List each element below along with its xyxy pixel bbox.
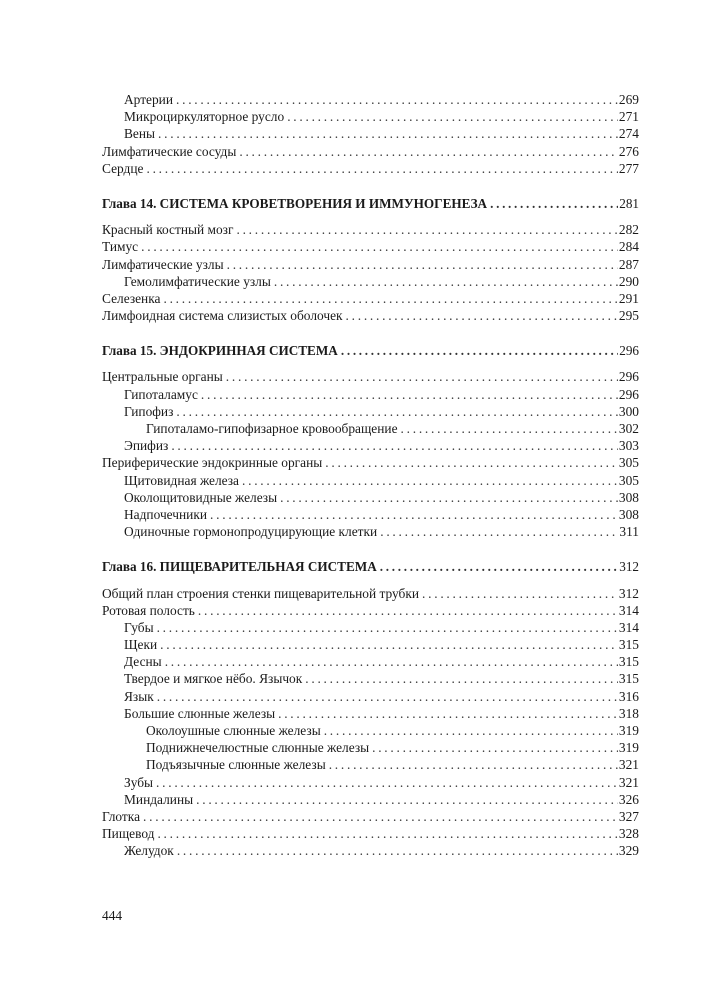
chapter-page: 296 <box>619 343 639 359</box>
dot-leader <box>278 705 618 722</box>
toc-entry <box>102 290 639 307</box>
dot-leader <box>177 842 618 859</box>
toc-entry <box>102 636 639 653</box>
toc-entry-page: 321 <box>618 774 639 790</box>
toc-entry-page: 282 <box>618 222 639 238</box>
toc-entry <box>102 808 639 825</box>
toc-entry-page: 291 <box>618 290 639 306</box>
chapter-title: Глава 15. ЭНДОКРИННАЯ СИСТЕМА <box>102 343 338 359</box>
toc-entry-title: Лимфатические узлы <box>102 256 224 272</box>
toc-entry <box>102 506 639 523</box>
toc-entry-page: 315 <box>618 654 639 670</box>
toc-entry <box>102 160 639 177</box>
dot-leader <box>239 143 618 160</box>
toc-entry-title: Губы <box>124 619 154 635</box>
dot-leader <box>143 808 618 825</box>
toc-entry <box>102 238 639 255</box>
toc-entry-title: Околоушные слюнные железы <box>146 723 321 738</box>
toc-entry-title: Эпифиз <box>124 438 169 454</box>
toc-entry <box>102 756 639 773</box>
toc-chapter-16 <box>102 558 639 575</box>
toc-entry <box>102 386 639 403</box>
toc-entry-title: Микроциркуляторное русло <box>124 109 285 125</box>
toc-entry-title: Надпочечники <box>124 506 208 522</box>
toc-block-hematopoiesis <box>102 221 639 324</box>
toc-entry-title: Лимфатические сосуды <box>102 143 237 159</box>
toc-entry-page: 314 <box>618 619 639 635</box>
toc-entry-page: 327 <box>618 808 639 824</box>
toc-entry-title: Гипоталамус <box>124 386 198 402</box>
toc-entry <box>102 125 639 142</box>
toc-entry-page: 302 <box>618 421 639 436</box>
toc-entry <box>102 774 639 791</box>
toc-entry-title: Тимус <box>102 239 139 255</box>
toc-entry-title: Миндалины <box>124 791 194 807</box>
dot-leader <box>236 221 617 238</box>
toc-entry-title: Подъязычные слюнные железы <box>146 757 326 773</box>
chapter-title: Глава 16. ПИЩЕВАРИТЕЛЬНАЯ СИСТЕМА <box>102 559 377 575</box>
toc-entry-page: 305 <box>618 455 639 471</box>
dot-leader <box>490 195 618 212</box>
toc-entry <box>102 489 639 506</box>
toc-entry-title: Гипофиз <box>124 403 174 419</box>
dot-leader <box>324 722 618 739</box>
toc-entry-title: Зубы <box>124 774 154 790</box>
toc-entry-page: 290 <box>618 273 639 289</box>
toc-entry-page: 295 <box>618 308 639 324</box>
dot-leader <box>242 472 618 489</box>
dot-leader <box>280 489 618 506</box>
toc-entry-page: 315 <box>618 671 639 687</box>
toc-entry-page: 321 <box>618 757 639 773</box>
toc-entry-page: 315 <box>618 637 639 653</box>
toc-entry-page: 328 <box>618 826 639 842</box>
chapter-title: Глава 14. СИСТЕМА КРОВЕТВОРЕНИЯ И ИММУНОГЕНЕЗА <box>102 195 488 211</box>
dot-leader <box>163 290 617 307</box>
toc-entry <box>102 585 639 602</box>
toc-entry-page: 318 <box>618 705 639 721</box>
dot-leader <box>141 238 618 255</box>
toc-entry-title: Большие слюнные железы <box>124 705 276 721</box>
toc-entry-page: 308 <box>618 489 639 505</box>
toc-entry <box>102 619 639 636</box>
toc-entry-title: Щитовидная железа <box>124 472 240 488</box>
toc-entry-page: 271 <box>618 109 639 125</box>
dot-leader <box>305 670 618 687</box>
toc-entry-title: Гипоталамо-гипофизарное кровообращение <box>146 421 398 436</box>
dot-leader <box>329 756 618 773</box>
toc-entry-page: 311 <box>619 524 639 540</box>
toc-entry-title: Селезенка <box>102 290 161 306</box>
toc-entry <box>102 454 639 471</box>
dot-leader <box>226 368 618 385</box>
toc-entry-title: Сердце <box>102 160 144 176</box>
dot-leader <box>176 403 618 420</box>
toc-entry-title: Желудок <box>124 843 174 859</box>
dot-leader <box>196 791 618 808</box>
dot-leader <box>325 454 618 471</box>
dot-leader <box>171 437 618 454</box>
toc-entry-page: 269 <box>618 92 639 107</box>
toc-entry <box>102 472 639 489</box>
toc-entry-page: 319 <box>618 740 639 756</box>
dot-leader <box>160 636 618 653</box>
toc-entry-title: Пищевод <box>102 826 155 842</box>
dot-leader <box>346 307 618 324</box>
toc-entry-page: 312 <box>618 585 639 601</box>
dot-leader <box>201 386 618 403</box>
toc-chapter-15 <box>102 342 639 359</box>
toc-entry-title: Одиночные гормонопродуцирующие клетки <box>124 524 378 540</box>
dot-leader <box>157 619 618 636</box>
toc-entry <box>102 739 639 756</box>
dot-leader <box>227 256 618 273</box>
toc-entry <box>102 842 639 859</box>
toc-entry <box>102 420 639 437</box>
toc-entry-title: Поднижнечелюстные слюнные железы <box>146 740 370 756</box>
toc-entry <box>102 602 639 619</box>
toc-entry-title: Вены <box>124 126 156 142</box>
toc-entry-title: Гемолимфатические узлы <box>124 273 271 289</box>
toc-entry-page: 303 <box>618 438 639 454</box>
toc-entry <box>102 307 639 324</box>
toc-entry-page: 284 <box>618 239 639 255</box>
toc-entry-page: 314 <box>618 602 639 618</box>
dot-leader <box>156 774 618 791</box>
page-number: 444 <box>102 908 123 923</box>
toc-entry <box>102 705 639 722</box>
toc-block-digestive <box>102 585 639 860</box>
dot-leader <box>380 558 619 575</box>
toc-entry <box>102 91 639 108</box>
toc-entry <box>102 221 639 238</box>
toc-entry-title: Общий план строения стенки пищеварительной трубки <box>102 585 420 601</box>
dot-leader <box>176 91 618 108</box>
toc-entry-title: Ротовая полость <box>102 602 195 618</box>
dot-leader <box>401 420 618 437</box>
toc-entry-page: 329 <box>618 843 639 859</box>
chapter-page: 281 <box>619 195 639 211</box>
dot-leader <box>157 688 618 705</box>
toc-entry-title: Артерии <box>124 92 174 107</box>
toc-entry-title: Периферические эндокринные органы <box>102 455 323 471</box>
toc-entry <box>102 688 639 705</box>
toc-entry-title: Лимфоидная система слизистых оболочек <box>102 308 343 324</box>
toc-entry-title: Центральные органы <box>102 369 223 385</box>
dot-leader <box>165 653 618 670</box>
toc-entry-title: Глотка <box>102 808 141 824</box>
toc-entry-page: 319 <box>618 723 639 738</box>
toc-block-circulatory <box>102 91 639 177</box>
toc-entry <box>102 670 639 687</box>
toc-entry-title: Щеки <box>124 637 158 653</box>
toc-entry-page: 277 <box>618 160 639 176</box>
toc-entry <box>102 791 639 808</box>
toc-entry <box>102 437 639 454</box>
dot-leader <box>157 825 617 842</box>
toc-entry-title: Твердое и мягкое нёбо. Язычок <box>124 671 303 687</box>
toc-entry <box>102 273 639 290</box>
toc-entry-page: 287 <box>618 256 639 272</box>
toc-block-endocrine <box>102 368 639 540</box>
toc-entry-title: Язык <box>124 688 154 704</box>
dot-leader <box>422 585 618 602</box>
toc-entry <box>102 256 639 273</box>
dot-leader <box>158 125 618 142</box>
toc-entry <box>102 108 639 125</box>
toc-entry-page: 276 <box>618 143 639 159</box>
dot-leader <box>380 523 618 540</box>
table-of-contents <box>102 91 639 860</box>
toc-entry <box>102 722 639 739</box>
dot-leader <box>287 108 618 125</box>
toc-entry <box>102 653 639 670</box>
toc-entry-title: Красный костный мозг <box>102 222 234 238</box>
toc-entry-page: 316 <box>618 688 639 704</box>
dot-leader <box>372 739 618 756</box>
dot-leader <box>341 342 618 359</box>
toc-entry <box>102 368 639 385</box>
toc-entry-title: Десны <box>124 654 162 670</box>
dot-leader <box>198 602 618 619</box>
toc-entry-page: 296 <box>618 369 639 385</box>
dot-leader <box>146 160 617 177</box>
toc-entry <box>102 403 639 420</box>
toc-entry-page: 308 <box>618 506 639 522</box>
toc-entry-page: 296 <box>618 386 639 402</box>
chapter-page: 312 <box>619 559 639 575</box>
toc-entry <box>102 523 639 540</box>
toc-entry-page: 274 <box>618 126 639 142</box>
toc-chapter-14 <box>102 195 639 212</box>
toc-entry <box>102 143 639 160</box>
toc-entry-page: 305 <box>618 472 639 488</box>
toc-entry-page: 326 <box>618 791 639 807</box>
toc-entry-page: 300 <box>618 403 639 419</box>
dot-leader <box>274 273 618 290</box>
dot-leader <box>210 506 618 523</box>
toc-entry-title: Околощитовидные железы <box>124 489 278 505</box>
toc-entry <box>102 825 639 842</box>
